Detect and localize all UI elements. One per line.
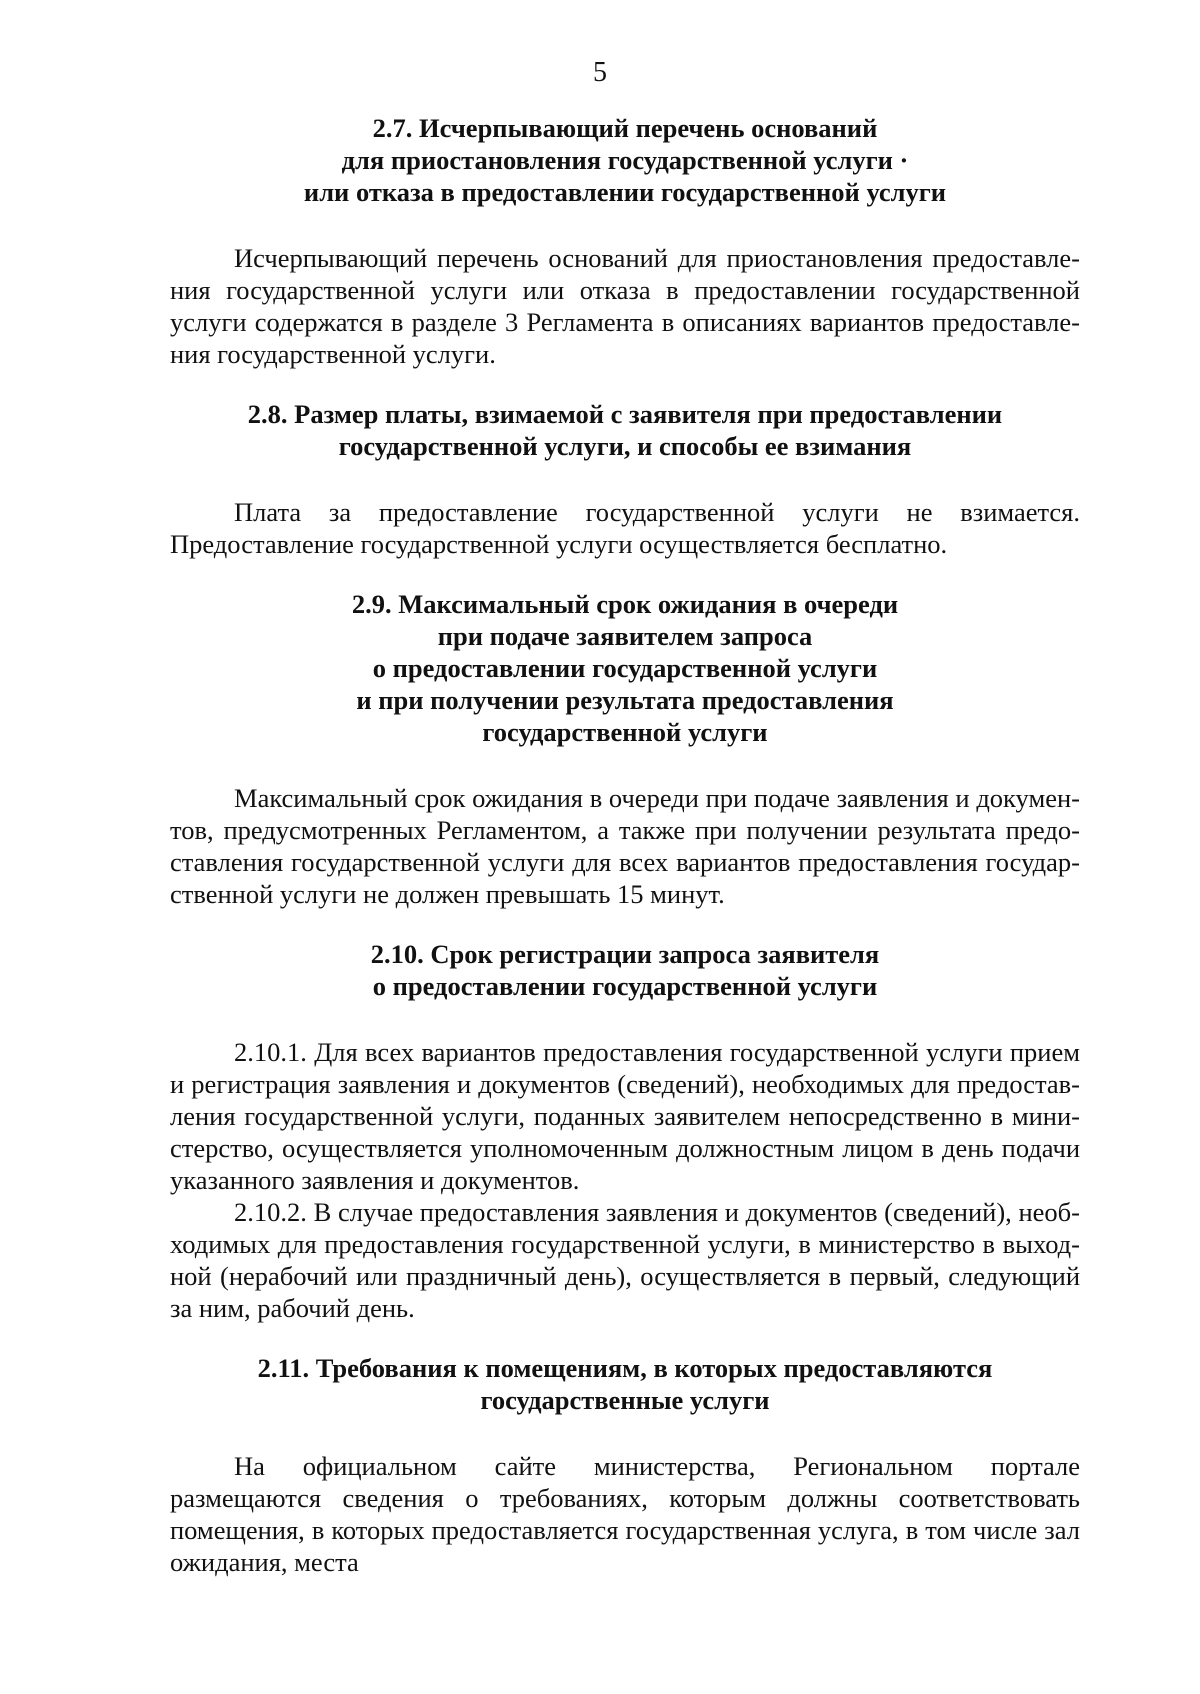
section-heading <box>170 1352 1080 1416</box>
heading-line: 2.11. Требования к помещениям, в которых предоставляются <box>257 1353 993 1383</box>
section-2-8 <box>170 398 1080 560</box>
paragraph: 2.10.1. Для всех вариантов предоставления государственной услуги прием и регистрация заявления и документов (сведений), необходимых для предоставления государственной услуги, поданных заявителем непосредственно в министерство, осуществляется уполномоченным должностным лицом в день подачи указанного заявления и документов. <box>170 1037 1080 1195</box>
paragraph: Плата за предоставление государственной услуги не взимается. Предоставление государственной услуги осуществляется бесплатно. <box>170 497 1080 559</box>
heading-line: государственные услуги <box>480 1385 770 1415</box>
paragraph: Максимальный срок ожидания в очереди при подаче заявления и документов, предусмотренных Регламентом, а также при получении результата предоставления государственной услуги для всех вариантов предоставления государственной услуги не должен превышать 15 минут. <box>170 783 1080 909</box>
page-number: 5 <box>593 57 607 88</box>
heading-line: о предоставлении государственной услуги <box>372 971 878 1001</box>
paragraph: Исчерпывающий перечень оснований для приостановления предоставления государственной услуги или отказа в предоставлении государственной услуги содержатся в разделе 3 Регламента в описаниях вариантов предоставления государственной услуги. <box>170 243 1080 369</box>
heading-line: о предоставлении государственной услуги <box>372 653 878 683</box>
heading-line: 2.7. Исчерпывающий перечень оснований <box>372 113 878 143</box>
section-heading <box>170 398 1080 462</box>
section-2-9 <box>170 588 1080 910</box>
heading-line: 2.8. Размер платы, взимаемой с заявителя при предоставлении <box>247 399 1003 429</box>
heading-line: 2.9. Максимальный срок ожидания в очереди <box>351 589 899 619</box>
paragraph: На официальном сайте министерства, Региональном портале размещаются сведения о требованиях, которым должны соответствовать помещения, в которых предоставляется государственная услуга, в том числе зал ожидания, места <box>170 1451 1080 1577</box>
section-2-7 <box>170 112 1080 370</box>
section-heading <box>170 588 1080 748</box>
heading-line: государственной услуги, и способы ее взимания <box>338 431 912 461</box>
heading-line: государственной услуги <box>482 717 768 747</box>
heading-line: для приостановления государственной услуги · <box>341 145 909 175</box>
section-2-11 <box>170 1352 1080 1578</box>
document-body <box>170 112 1080 1578</box>
section-heading <box>170 938 1080 1002</box>
paragraph: 2.10.2. В случае предоставления заявления и документов (сведений), необходимых для предоставления государственной услуги, в министерство в выходной (нерабочий или праздничный день), осуществляется в первый, следующий за ним, рабочий день. <box>170 1197 1080 1323</box>
section-heading <box>170 112 1080 208</box>
heading-line: 2.10. Срок регистрации запроса заявителя <box>370 939 880 969</box>
heading-line: и при получении результата предоставления <box>356 685 894 715</box>
heading-line: или отказа в предоставлении государственной услуги <box>303 177 947 207</box>
section-2-10 <box>170 938 1080 1324</box>
heading-line: при подаче заявителем запроса <box>437 621 813 651</box>
